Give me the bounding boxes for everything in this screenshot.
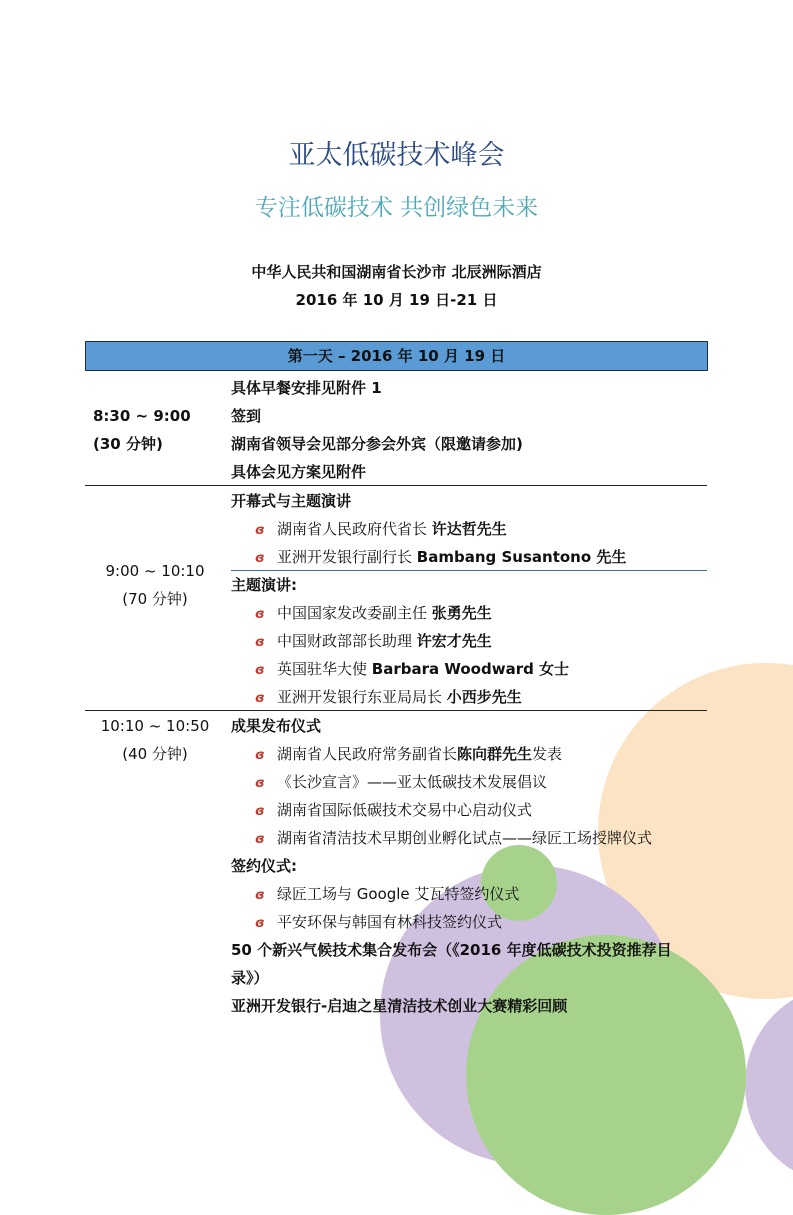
review-line: 亚洲开发银行-启迪之星清洁技术创业大赛精彩回顾 <box>231 997 568 1015</box>
day-header: 第一天 – 2016 年 10 月 19 日 <box>85 341 708 371</box>
venue-line: 中华人民共和国湖南省长沙市 北辰洲际酒店 <box>251 263 542 281</box>
session-time: 9:00 ~ 10:10 <box>105 562 205 580</box>
signing-text: 绿匠工场与 Google 艾瓦特签约仪式 <box>277 885 520 903</box>
result-pre: 湖南省人民政府常务副省长 <box>277 745 458 763</box>
agenda-item: 签到 <box>231 407 262 425</box>
bullet-icon: ɞ <box>255 804 265 819</box>
speaker-name: Barbara Woodward 女士 <box>371 660 570 678</box>
bullet-icon: ɞ <box>255 691 265 706</box>
release-line-cont: 录》） <box>231 969 269 987</box>
result-item <box>255 796 532 826</box>
session-time: 10:10 ~ 10:50 <box>100 717 210 735</box>
bullet-icon: ɞ <box>255 663 265 678</box>
section-title-opening: 开幕式与主题演讲 <box>231 492 352 510</box>
bullet-icon: ɞ <box>255 748 265 763</box>
bullet-icon: ɞ <box>255 551 265 566</box>
bullet-icon: ɞ <box>255 916 265 931</box>
session-duration: (30 分钟) <box>93 435 163 453</box>
speaker-item <box>255 515 507 545</box>
speaker-item <box>255 655 569 685</box>
bullet-icon: ɞ <box>255 832 265 847</box>
speaker-role: 湖南省人民政府代省长 <box>277 520 428 538</box>
result-post: 发表 <box>532 745 563 763</box>
page-title: 亚太低碳技术峰会 <box>288 140 505 171</box>
result-text: 《长沙宣言》——亚太低碳技术发展倡议 <box>277 773 548 791</box>
row-divider <box>85 710 707 711</box>
session-duration: (70 分钟) <box>122 590 188 608</box>
signing-text: 平安环保与韩国有林科技签约仪式 <box>277 913 503 931</box>
signing-item <box>255 880 519 910</box>
bullet-icon: ɞ <box>255 635 265 650</box>
section-title-keynote: 主题演讲: <box>231 576 297 594</box>
speaker-name: 许宏才先生 <box>416 632 492 650</box>
signing-item <box>255 908 502 938</box>
agenda-item: 湖南省领导会见部分参会外宾（限邀请参加) <box>231 435 523 453</box>
agenda-item: 具体早餐安排见附件 1 <box>231 379 382 397</box>
session-duration: (40 分钟) <box>122 745 188 763</box>
speaker-name: 小西步先生 <box>446 688 522 706</box>
speaker-item <box>255 627 492 657</box>
release-line: 50 个新兴气候技术集合发布会（《2016 年度低碳技术投资推荐目 <box>231 941 672 959</box>
section-title-signing: 签约仪式: <box>231 857 297 875</box>
bullet-icon: ɞ <box>255 776 265 791</box>
bullet-icon: ɞ <box>255 888 265 903</box>
speaker-role: 中国国家发改委副主任 <box>277 604 428 622</box>
bullet-icon: ɞ <box>255 607 265 622</box>
speaker-name: 陈向群先生 <box>457 745 533 763</box>
result-item <box>255 824 652 854</box>
result-text: 湖南省清洁技术早期创业孵化试点——绿匠工场授牌仪式 <box>277 829 653 847</box>
row-divider <box>85 485 707 486</box>
speaker-name: 张勇先生 <box>431 604 492 622</box>
bullet-icon: ɞ <box>255 523 265 538</box>
agenda-item: 具体会见方案见附件 <box>231 463 367 481</box>
sub-divider <box>231 570 707 571</box>
speaker-role: 英国驻华大使 <box>277 660 368 678</box>
result-item <box>255 768 547 798</box>
speaker-role: 亚洲开发银行副行长 <box>277 548 413 566</box>
section-title-results: 成果发布仪式 <box>231 717 322 735</box>
speaker-name: Bambang Susantono 先生 <box>416 548 627 566</box>
event-dates: 2016 年 10 月 19 日-21 日 <box>295 291 498 309</box>
speaker-item <box>255 683 522 713</box>
speaker-item <box>255 599 492 629</box>
speaker-role: 中国财政部部长助理 <box>277 632 413 650</box>
speaker-name: 许达哲先生 <box>431 520 507 538</box>
speaker-item <box>255 543 626 573</box>
session-time: 8:30 ~ 9:00 <box>93 407 191 425</box>
result-item <box>255 740 562 770</box>
result-text: 湖南省国际低碳技术交易中心启动仪式 <box>277 801 533 819</box>
speaker-role: 亚洲开发银行东亚局局长 <box>277 688 443 706</box>
page-subtitle: 专注低碳技术 共创绿色未来 <box>254 195 539 221</box>
